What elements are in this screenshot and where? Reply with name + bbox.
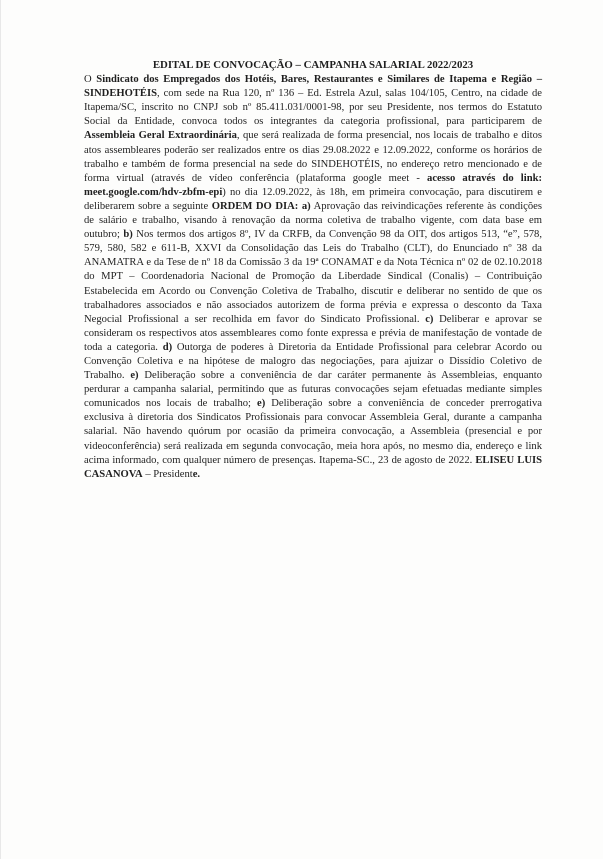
signatory-title: – President (142, 468, 193, 480)
agenda-letter-c: c) (425, 313, 434, 325)
assembly-type: Assembleia Geral Extraordinária (84, 130, 237, 142)
agenda-letter-b: b) (123, 229, 133, 241)
union-name: Sindicato dos Empregados dos Hotéis, Bares, Restaurantes e Similares de Itapema e Região – SINDEHOTÉIS (84, 74, 543, 100)
agenda-item-d: Outorga de poderes à Diretoria da Entidade Profissional para celebrar Acordo ou Convenção Coletiva e na hipótese de malogro das negociações, para ajuizar o Dissídio Coletivo de Trabalho. (84, 341, 542, 382)
document-body (84, 73, 542, 482)
document-title: EDITAL DE CONVOCAÇÃO – CAMPANHA SALARIAL 2022/2023 (152, 59, 474, 71)
signatory-title-end: e. (192, 468, 201, 480)
agenda-item-e2: Deliberação sobre a conveniência de conceder prerrogativa exclusiva à diretoria dos Sindicatos Profissionais para convocar Assembleia Geral, durante a campanha salarial. Não havendo quórum por ocasião da primeira convocação, a Assembleia (presencial e por videoconferência) será realizada em segunda convocação, meia hora após, no mesmo dia, endereço e link acima informado, com qualquer número de presenças. Itapema-SC., 23 de agosto de 2022. (84, 398, 542, 466)
body-text-04: ) no dia 12.09.2022, às 18h, em primeira convocação, para discutirem e deliberarem sobre a seguinte (84, 186, 542, 212)
meeting-link: acesso através do link: meet.google.com/hdv-zbfm-epi (84, 172, 543, 198)
agenda-item-a: Aprovação das reivindicações referente às condições de salário e trabalho, visando à renovação da norma coletiva de trabalho vigente, com data base em outubro; (84, 200, 542, 241)
body-text-02: , com sede na Rua 120, nº 136 – Ed. Estrela Azul, salas 104/105, Centro, na cidade de Itapema/SC, inscrito no CNPJ sob nº 85.411.031/0001-98, por seu Presidente, nos termos do Estatuto Social da Entidade, convoca todos os integrantes da categoria profissional, para participarem de (84, 88, 542, 128)
signatory-name: ELISEU LUIS CASANOVA (84, 454, 542, 480)
agenda-letter-d: d) (162, 341, 173, 353)
agenda-heading: ORDEM DO DIA: a) (211, 200, 311, 212)
body-text-01: O (84, 74, 97, 86)
agenda-item-c: Deliberar e aprovar se consideram os respectivos atos assembleares como fonte expressa e prévia de manifestação de vontade de toda a categoria. (84, 313, 542, 353)
agenda-letter-e1: e) (130, 370, 139, 382)
body-text-03: , que será realizada de forma presencial, nos locais de trabalho e ditos atos assembleares poderão ser realizados entre os dias 29.08.2022 e 12.09.2022, conforme os horários de trabalho e também de forma presencial na sede do SINDEHOTÉIS, no endereço retro mencionado e de forma virtual (através de vídeo conferência (plataforma google meet - (84, 130, 542, 184)
agenda-item-e1: Deliberação sobre a conveniência de dar caráter permanente às Assembleias, enquanto perdurar a campanha salarial, permitindo que as futuras convocações sejam efetuadas mediante simples comunicados nos locais de trabalho; (84, 370, 542, 410)
agenda-item-b: Nos termos dos artigos 8º, IV da CRFB, da Convenção 98 da OIT, dos artigos 513, “e”, 578, 579, 580, 582 e 611-B, XXVI da Consolidação das Leis do Trabalho (CLT), do Enunciado nº 38 da ANAMATRA e da Tese de nº 18 da Comissão 3 da 19ª CONAMAT e da Nota Técnica nº 02 de 02.10.2018 do MPT – Coordenadoria Nacional de Promoção da Liberdade Sindical (Conalis) – Contribuição Estabelecida em Acordo ou Convenção Coletiva de Trabalho, discutir e deliberar no sentido de que os trabalhadores associados e não associados autorizem de forma prévia e expressa o desconto da Taxa Negocial Profissional a ser recolhida em favor do Sindicato Profissional. (84, 229, 542, 325)
agenda-letter-e2: e) (257, 398, 266, 410)
edital-document (84, 58, 542, 482)
